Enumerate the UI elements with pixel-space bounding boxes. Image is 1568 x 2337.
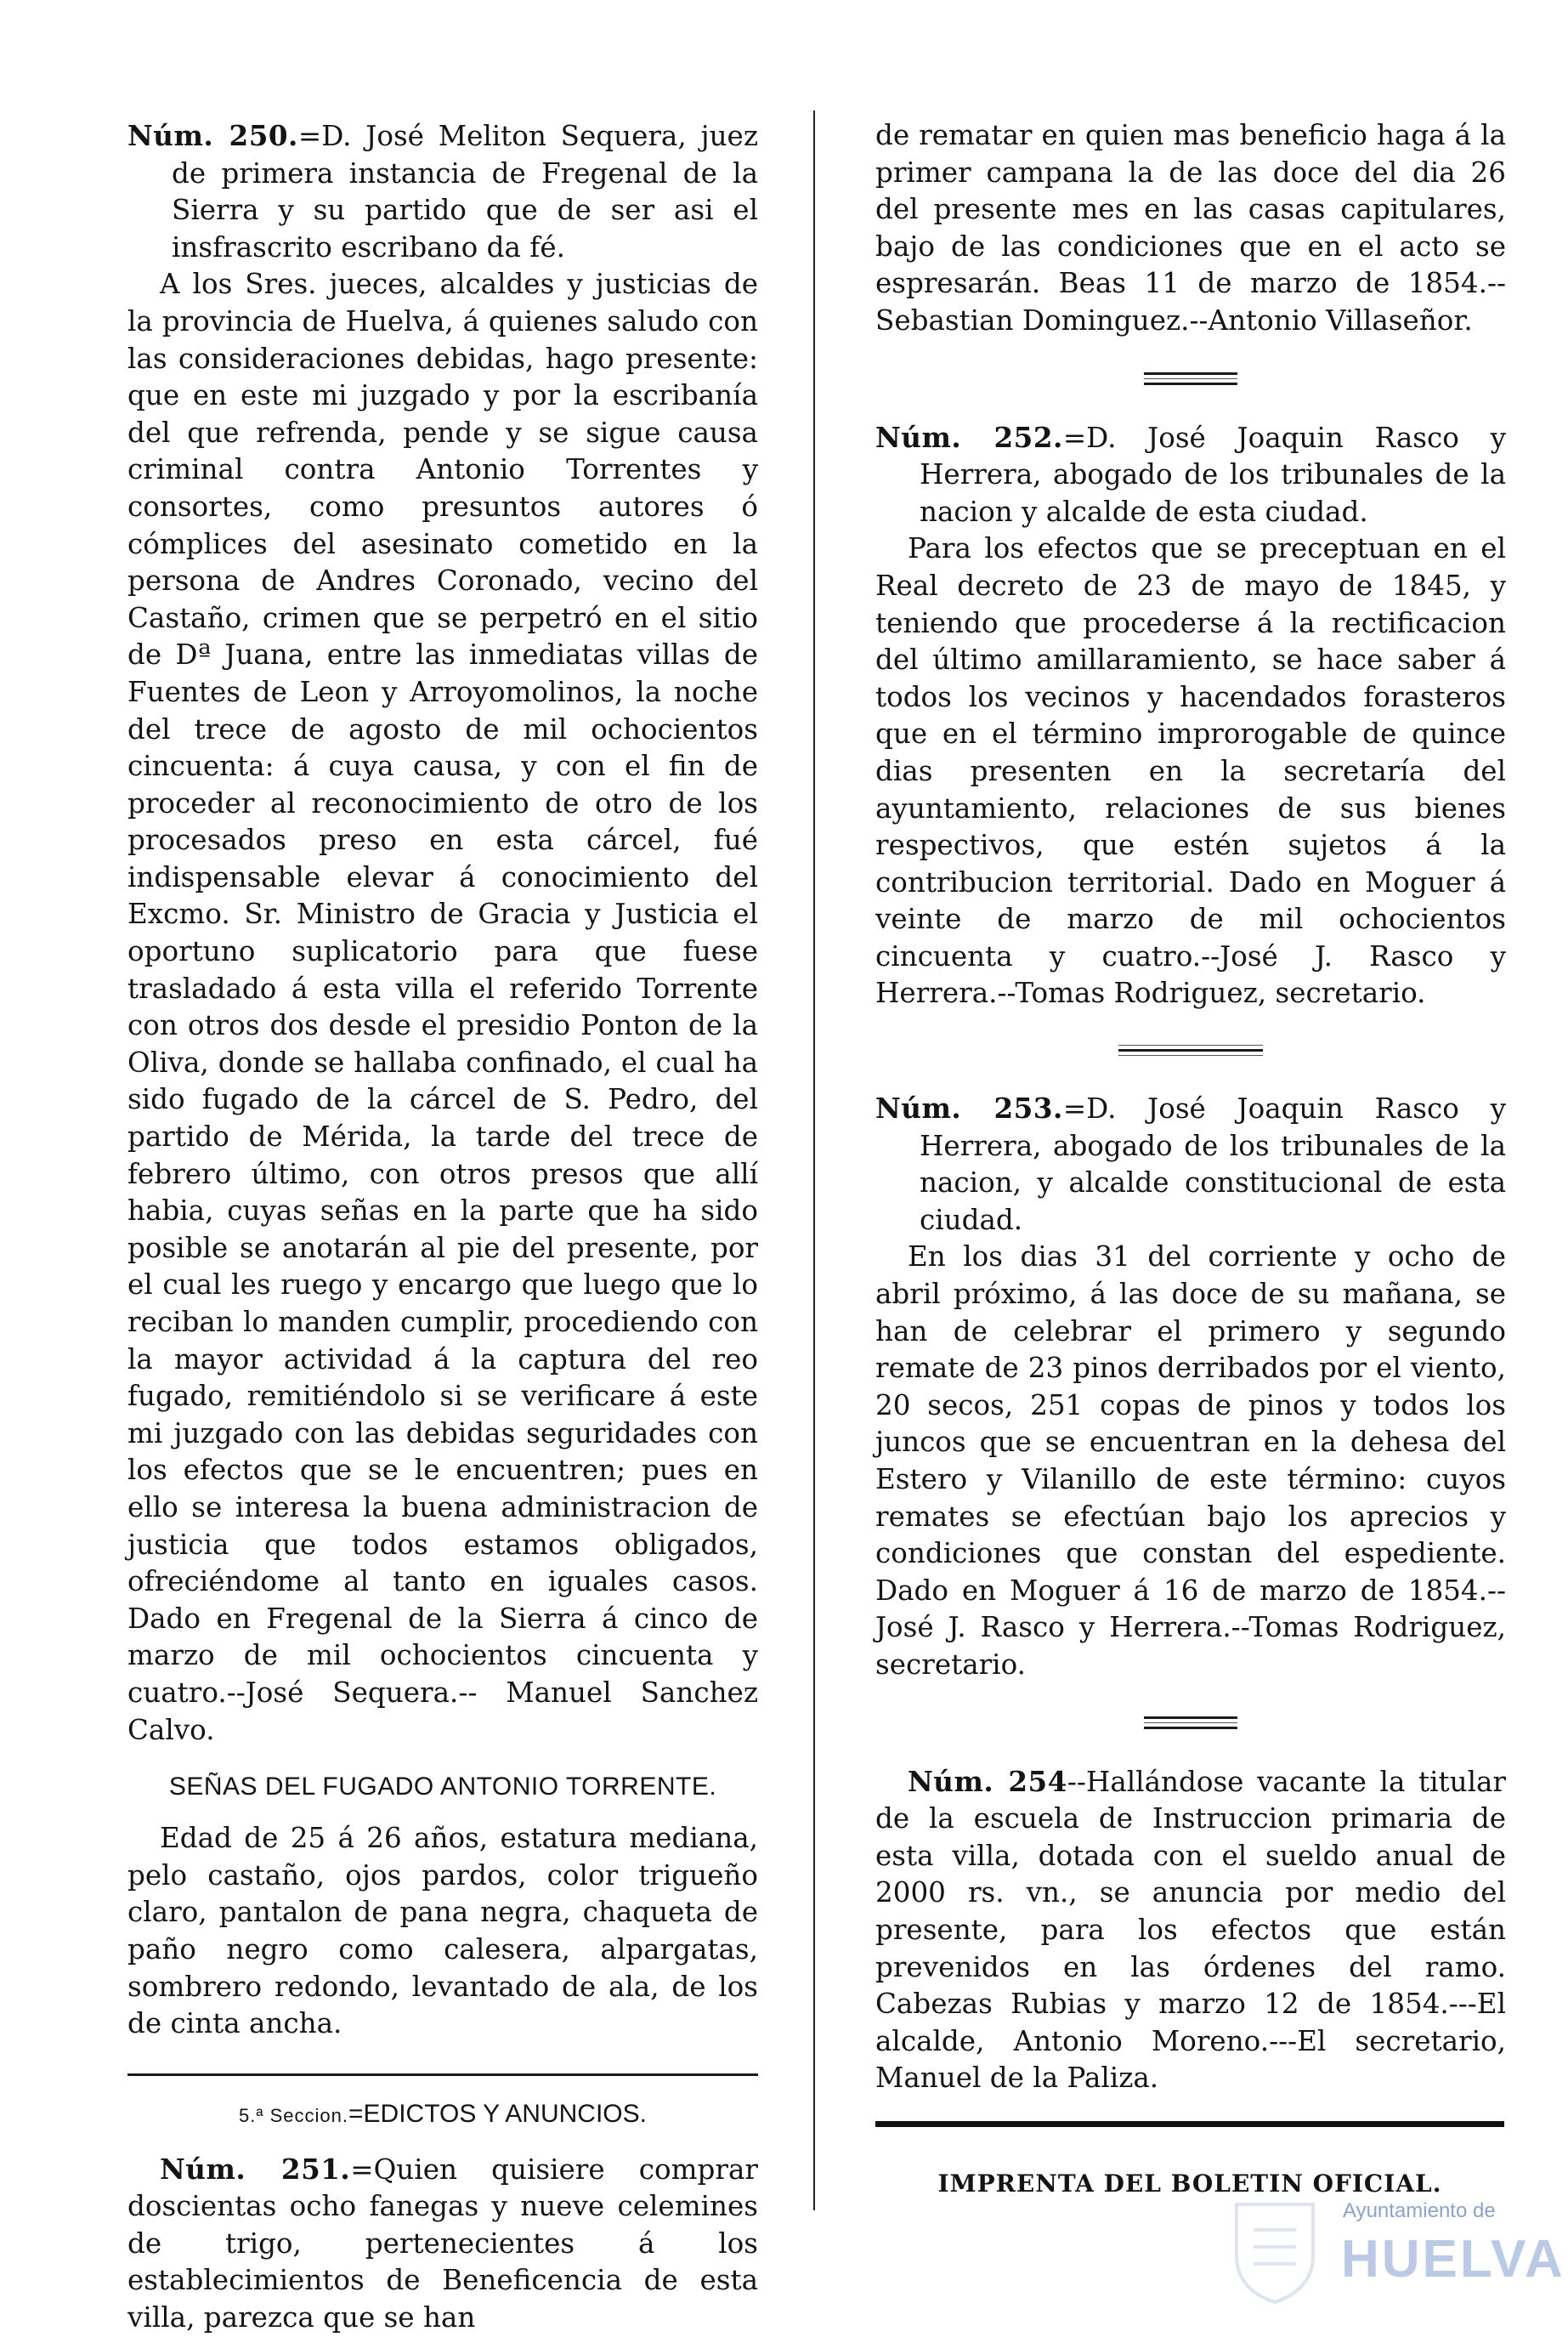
notice-250-heading-text: =D. José Meliton Sequera, juez de primera instancia de Fregenal de la Sierra y su partido que de ser asi el insfrascrito escribano da fé. <box>172 120 759 264</box>
notice-254 <box>875 1763 1506 2097</box>
left-column <box>127 117 758 2337</box>
notice-251-text: =Quien quisiere comprar doscientas ocho fanegas y nueve celemines de trigo, pertenecientes á los establecimientos de Beneficencia de esta villa, parezca que se han <box>127 2153 758 2334</box>
section-title: =EDICTOS Y ANUNCIOS. <box>348 2099 647 2128</box>
section-heading <box>127 2100 758 2129</box>
notice-251-body <box>127 2151 758 2337</box>
watermark-org: Ayuntamiento de <box>1343 2199 1496 2222</box>
watermark-city: HUELVA <box>1341 2230 1565 2289</box>
section-number: 5.ª Seccion. <box>239 2104 349 2126</box>
notice-253 <box>875 1090 1506 1684</box>
ornament-divider <box>1144 372 1237 385</box>
notice-254-body <box>875 1763 1506 2097</box>
notice-251-continuation: de rematar en quien mas beneficio haga á la primer campana la de las doce del dia 26 del presente mes en las casas capitulares, bajo de las condiciones que en el acto se espresarán. Beas 11 de marzo de 1854.--Sebastian Dominguez.--Antonio Villaseñor. <box>875 119 1506 337</box>
notice-250-body: A los Sres. jueces, alcaldes y justicias de la provincia de Huelva, á quienes saludo con las consideraciones debidas, hago presente: que en este mi juzgado y por la escribanía del que refrenda, pende y se sigue causa criminal contra Antonio Torrentes y consortes, como presuntos autores ó cómplices del asesinato cometido en la persona de Andres Coronado, vecino del Castaño, crimen que se perpetró en el sitio de Dª Juana, entre las inmediatas villas de Fuentes de Leon y Arroyomolinos, la noche del trece de agosto de mil ochocientos cincuenta: á cuya causa, y con el fin de proceder al reconocimiento de otro de los procesados preso en esta cárcel, fué indispensable elevar á conocimiento del Excmo. Sr. Ministro de Gracia y Justicia el oportuno suplicatorio para que fuese trasladado á esta villa el referido Torrente con otros dos desde el presidio Ponton de la Oliva, donde se hallaba confinado, el cual ha sido fugado de la cárcel de S. Pedro, del partido de Mérida, la tarde del trece de febrero último, con otros presos que allí habia, cuyas señas en la parte que ha sido posible se anotarán al pie del presente, por el cual les ruego y encargo que luego que lo reciban lo manden cumplir, procediendo con la mayor actividad á la captura del reo fugado, remitiéndolo si se verificare á este mi juzgado con las debidas seguridades con los efectos que se le encuentren; pues en ello se interesa la buena administracion de justicia que todos estamos obligados, ofreciéndome al tanto en iguales casos. Dado en Fregenal de la Sierra á cinco de marzo de mil ochocientos cincuenta y cuatro.--José Sequera.-- Manuel Sanchez Calvo. <box>127 268 758 1746</box>
notice-254-number: Núm. 254 <box>908 1764 1067 1798</box>
notice-250-number: Núm. 250. <box>127 119 298 152</box>
notice-253-body: En los dias 31 del corriente y ocho de abril próximo, á las doce de su mañana, se han de celebrar el primero y segundo remate de 23 pinos derribados por el viento, 20 secos, 251 copas de pinos y todos los juncos que se encuentran en la dehesa del Estero y Vilanillo de este término: cuyos remates se efectúan bajo los aprecios y condiciones que constan del espediente. Dado en Moguer á 16 de marzo de 1854.--José J. Rasco y Herrera.--Tomas Rodriguez, secretario. <box>875 1240 1506 1681</box>
notice-251 <box>127 2151 758 2337</box>
notice-252-heading <box>875 419 1506 531</box>
fugitive-description-title: SEÑAS DEL FUGADO ANTONIO TORRENTE. <box>168 1773 717 1801</box>
notice-252-heading-text: =D. José Joaquin Rasco y Herrera, abogado de los tribunales de la nacion y alcalde de esta ciudad. <box>920 421 1506 528</box>
footer-rule <box>875 2121 1504 2127</box>
ornament-divider <box>1118 1045 1263 1056</box>
right-column <box>875 117 1506 2097</box>
section-rule <box>127 2073 758 2076</box>
notice-253-heading-text: =D. José Joaquin Rasco y Herrera, abogado de los tribunales de la nacion, y alcalde constitucional de esta ciudad. <box>920 1092 1506 1236</box>
notice-253-number: Núm. 253. <box>875 1092 1063 1126</box>
notice-252 <box>875 419 1506 1013</box>
notice-251-number: Núm. 251. <box>160 2152 351 2186</box>
notice-250 <box>127 117 758 1749</box>
notice-252-body: Para los efectos que se preceptuan en el Real decreto de 23 de mayo de 1845, y teniendo que procederse á la rectificacion del último amillaramiento, se hace saber á todos los vecinos y hacendados forasteros que en el término improrogable de quince dias presenten en la secretaría del ayuntamiento, relaciones de sus bienes respectivos, que estén sujetos á la contribucion territorial. Dado en Moguer á veinte de marzo de mil ochocientos cincuenta y cuatro.--José J. Rasco y Herrera.--Tomas Rodriguez, secretario. <box>875 532 1506 1010</box>
notice-250-heading <box>127 117 758 266</box>
column-divider <box>813 111 815 2210</box>
fugitive-description-body: Edad de 25 á 26 años, estatura mediana, pelo castaño, ojos pardos, color trigueño claro, pantalon de pana negra, chaqueta de paño negro como calesera, alpargatas, sombrero redondo, levantado de ala, de los de cinta ancha. <box>127 1822 758 2040</box>
notice-252-number: Núm. 252. <box>875 420 1063 454</box>
ornament-divider <box>1144 1716 1237 1729</box>
notice-253-heading <box>875 1090 1506 1239</box>
notice-254-text: --Hallándose vacante la titular de la escuela de Instruccion primaria de esta villa, dotada con el sueldo anual de 2000 rs. vn., se anuncia por medio del presente, para los efectos que están prevenidos en las órdenes del ramo. Cabezas Rubias y marzo 12 de 1854.---El alcalde, Antonio Moreno.---El secretario, Manuel de la Paliza. <box>875 1765 1506 2095</box>
printer-imprint: IMPRENTA DEL BOLETIN OFICIAL. <box>937 2170 1442 2198</box>
